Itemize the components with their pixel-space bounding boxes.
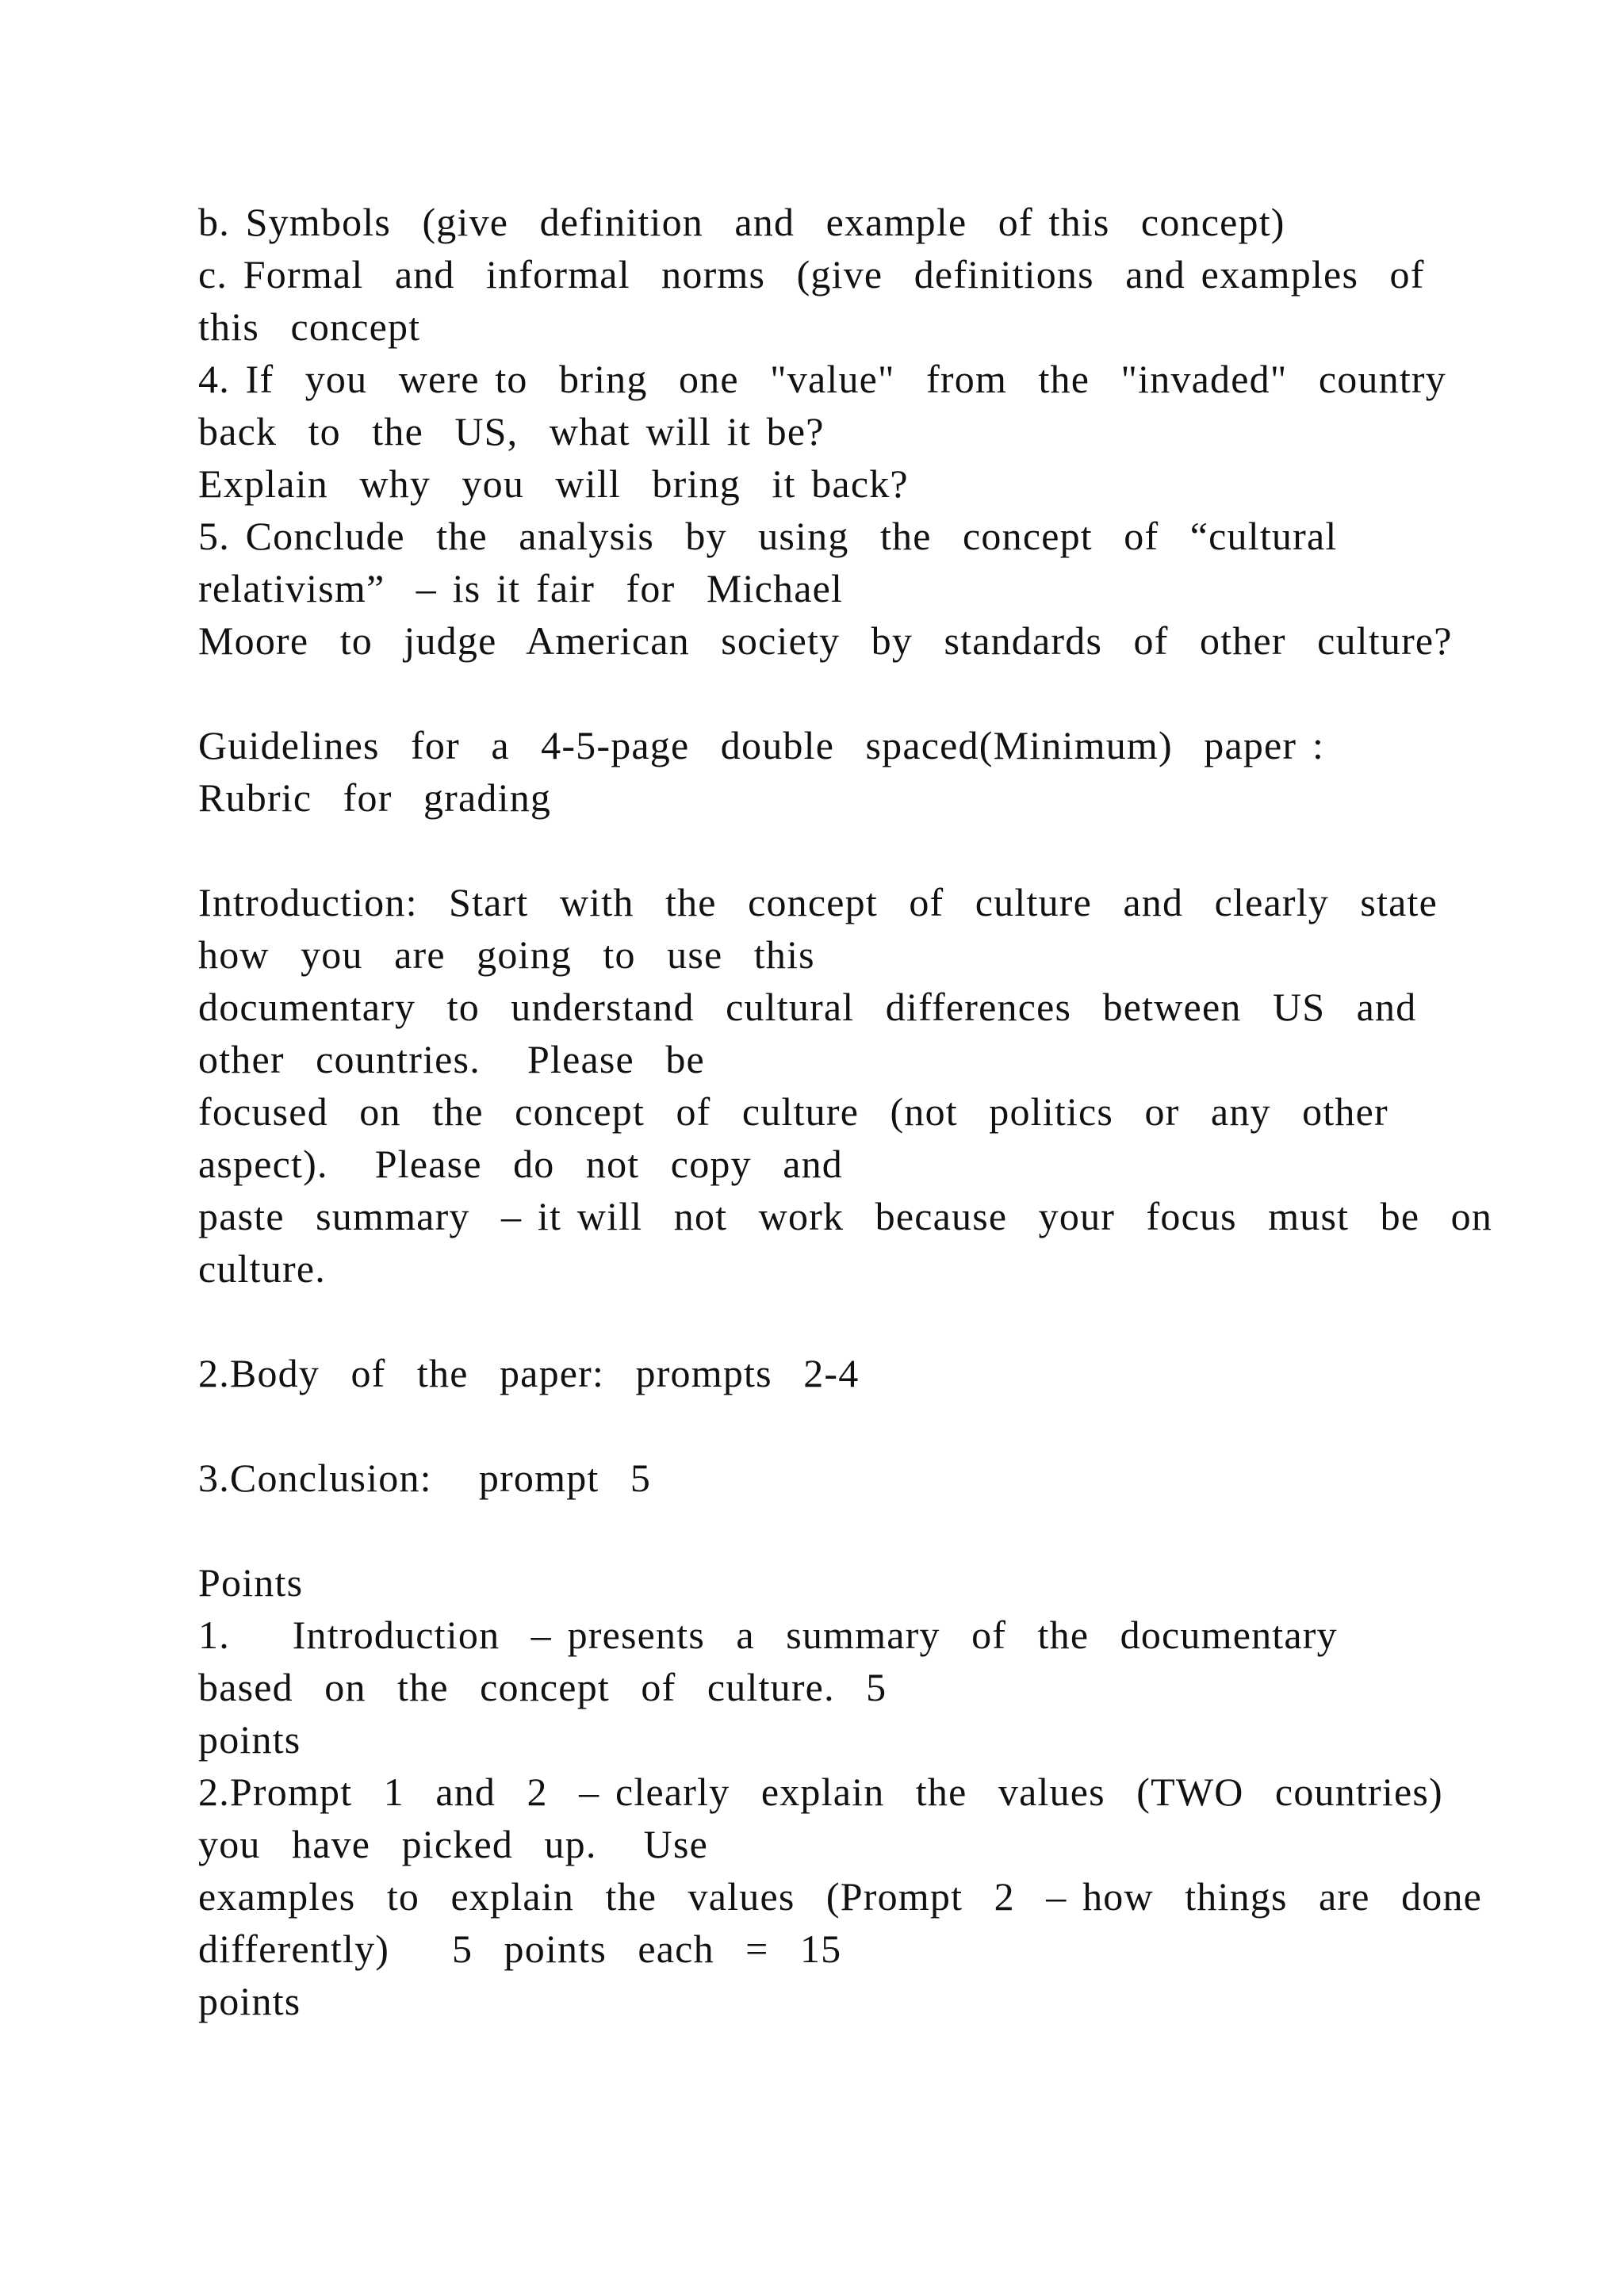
text-line: 4. If you were to bring one "value" from the "invaded" country bbox=[198, 357, 1446, 401]
text-line: Guidelines for a 4-5-page double spaced(Minimum) paper : bbox=[198, 723, 1325, 767]
text-line: 1. Introduction – presents a summary of the documentary bbox=[198, 1613, 1338, 1657]
text-line: c. Formal and informal norms (give definitions and examples of bbox=[198, 252, 1425, 297]
text-line: 5. Conclude the analysis by using the concept of “cultural bbox=[198, 514, 1338, 558]
blank-line bbox=[198, 1399, 1507, 1452]
text-line: documentary to understand cultural differences between US and bbox=[198, 985, 1417, 1029]
text-line: examples to explain the values (Prompt 2 – how things are done bbox=[198, 1874, 1483, 1919]
blank-line bbox=[198, 667, 1507, 719]
text-line: Introduction: Start with the concept of culture and clearly state bbox=[198, 880, 1438, 924]
text-line: paste summary – it will not work because your focus must be on bbox=[198, 1194, 1493, 1238]
text-line: 2.Prompt 1 and 2 – clearly explain the values (TWO countries) bbox=[198, 1770, 1443, 1814]
text-line: you have picked up. Use bbox=[198, 1822, 709, 1866]
text-line: relativism” – is it fair for Michael bbox=[198, 566, 844, 610]
text-line: back to the US, what will it be? bbox=[198, 409, 825, 453]
text-line: culture. bbox=[198, 1246, 326, 1291]
text-line: b. Symbols (give definition and example of this concept) bbox=[198, 200, 1285, 244]
blank-line bbox=[198, 824, 1507, 876]
text-line: points bbox=[198, 1717, 301, 1762]
blank-line bbox=[198, 1504, 1507, 1556]
text-line: how you are going to use this bbox=[198, 932, 815, 977]
text-line: differently) 5 points each = 15 bbox=[198, 1927, 842, 1971]
text-line: based on the concept of culture. 5 bbox=[198, 1665, 887, 1709]
text-line: other countries. Please be bbox=[198, 1037, 705, 1081]
blank-line bbox=[198, 1295, 1507, 1347]
text-line: aspect). Please do not copy and bbox=[198, 1142, 843, 1186]
text-line: 3.Conclusion: prompt 5 bbox=[198, 1456, 652, 1500]
document-body bbox=[198, 196, 1507, 2027]
text-line: Moore to judge American society by standards of other culture? bbox=[198, 618, 1453, 663]
text-line: Rubric for grading bbox=[198, 775, 552, 820]
text-line: Explain why you will bring it back? bbox=[198, 461, 909, 506]
text-line: this concept bbox=[198, 304, 421, 349]
text-line: Points bbox=[198, 1560, 304, 1605]
text-line: points bbox=[198, 1979, 301, 2023]
text-line: focused on the concept of culture (not politics or any other bbox=[198, 1089, 1388, 1134]
text-line: 2.Body of the paper: prompts 2-4 bbox=[198, 1351, 860, 1395]
